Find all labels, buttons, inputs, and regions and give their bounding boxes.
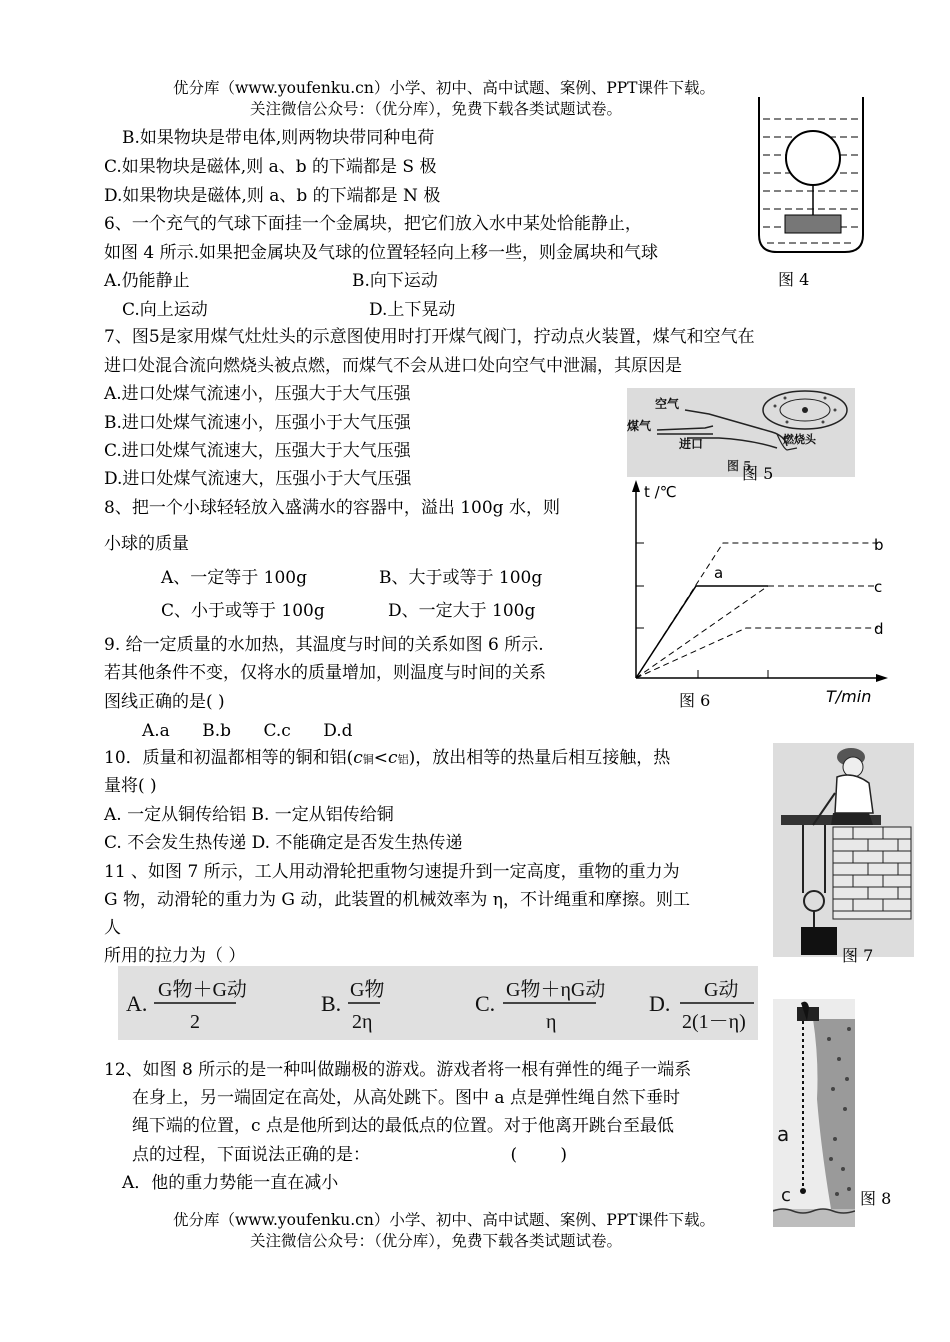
q9-stem-1: 9. 给一定质量的水加热，其温度与时间的关系如图 6 所示. xyxy=(104,635,544,655)
q10-options-cd: C. 不会发生热传递 D. 不能确定是否发生热传递 xyxy=(104,833,463,853)
figure-5-gas-stove xyxy=(627,388,855,477)
figure-6-line-b xyxy=(636,543,878,678)
q7-option-b: B.进口处煤气流速小，压强小于大气压强 xyxy=(104,413,411,433)
q10-c-copper: c xyxy=(353,748,363,768)
figure-8-bungee-jump xyxy=(773,999,855,1227)
figure-7-caption: 图 7 xyxy=(842,946,874,965)
figure-7-pulley-worker xyxy=(773,743,914,957)
q11-formula-options xyxy=(118,966,758,1040)
figure-6-y-label: t /℃ xyxy=(644,483,677,501)
q11-option-d-label: D. xyxy=(649,991,671,1016)
q8-option-a: A、一定等于 100g xyxy=(161,568,308,588)
q11-option-d-numerator: G动 xyxy=(704,979,739,1001)
figure-4-caption: 图 4 xyxy=(778,270,810,289)
q10-stem-1a: 10．质量和初温都相等的铜和铝( xyxy=(104,748,354,768)
q9-options: A.a B.b C.c D.d xyxy=(142,721,353,741)
q9-stem-2: 若其他条件不变，仅将水的质量增加，则温度与时间的关系 xyxy=(104,663,546,683)
q5-option-c: C.如果物块是磁体,则 a、b 的下端都是 S 极 xyxy=(104,157,437,177)
figure-6-caption: 图 6 xyxy=(679,691,711,710)
metal-block xyxy=(785,215,841,233)
q11-option-b-numerator: G物 xyxy=(350,979,385,1001)
q10-c-aluminum: c xyxy=(388,748,398,768)
q10-options-ab: A. 一定从铜传给铝 B. 一定从铝传给铜 xyxy=(104,805,394,825)
figure-5-inner-caption: 图 5 xyxy=(727,459,752,473)
q6-stem-2: 如图 4 所示.如果把金属块及气球的位置轻轻向上移一些，则金属块和气球 xyxy=(104,243,659,263)
figure-6-label-d: d xyxy=(874,620,884,638)
figure-6-label-c: c xyxy=(874,578,883,596)
figure-8-caption: 图 8 xyxy=(860,1189,892,1208)
q11-option-c-label: C. xyxy=(475,991,496,1016)
q10-sub-copper: 铜 xyxy=(362,753,374,766)
figure-6-x-label: T/min xyxy=(826,687,872,706)
q6-option-d: D.上下晃动 xyxy=(369,300,456,320)
q9-stem-3: 图线正确的是( ) xyxy=(104,692,225,712)
q10-stem-1b: )，放出相等的热量后相互接触，热 xyxy=(408,748,671,768)
q6-stem-1: 6、一个充气的气球下面挂一个金属块，把它们放入水中某处恰能静止， xyxy=(104,214,642,234)
q10-stem-2: 量将( ) xyxy=(104,776,157,796)
q8-option-b: B、大于或等于 100g xyxy=(379,568,543,588)
footer-line-1: 优分库（www.youfenku.cn）小学、初中、高中试题、案例、PPT课件下载。 xyxy=(173,1211,716,1229)
q12-stem-3: 绳下端的位置，c 点是他所到达的最低点的位置。对于他离开跳台至最低 xyxy=(132,1116,674,1136)
q8-stem-2: 小球的质量 xyxy=(104,534,189,554)
figure-6-label-b: b xyxy=(874,536,884,554)
figure-5-caption: 图 5 xyxy=(742,464,774,483)
figure-5-label-air: 空气 xyxy=(655,397,680,411)
header-line-2: 关注微信公众号：（优分库），免费下载各类试题试卷。 xyxy=(250,100,623,118)
q11-option-a-numerator: G物＋G动 xyxy=(158,979,247,1001)
q11-stem-2: G 物，动滑轮的重力为 G 动，此装置的机械效率为 η，不计绳重和摩擦。则工 xyxy=(104,890,690,910)
q7-option-d: D.进口处煤气流速大，压强小于大气压强 xyxy=(104,469,412,489)
q12-stem-1: 12、如图 8 所示的是一种叫做蹦极的游戏。游戏者将一根有弹性的绳子一端系 xyxy=(104,1060,692,1080)
q11-stem-4: 所用的拉力为（ ） xyxy=(104,946,246,966)
balloon xyxy=(786,131,840,185)
footer-line-2: 关注微信公众号：（优分库），免费下载各类试题试卷。 xyxy=(250,1232,623,1250)
q11-option-a-label: A. xyxy=(126,991,148,1016)
q5-option-b: B.如果物块是带电体,则两物块带同种电荷 xyxy=(122,128,435,148)
q6-option-c: C.向上运动 xyxy=(122,300,208,320)
figure-8-label-c: c xyxy=(781,1185,791,1206)
q11-stem-1: 11 、如图 7 所示，工人用动滑轮把重物匀速提升到一定高度，重物的重力为 xyxy=(104,862,680,882)
figure-5-label-gas: 煤气 xyxy=(627,419,652,433)
q10-stem-1 xyxy=(104,748,670,770)
q11-option-a-denominator: 2 xyxy=(190,1011,200,1033)
q7-stem-2: 进口处混合流向燃烧头被点燃，而煤气不会从进口处向空气中泄漏，其原因是 xyxy=(104,356,682,376)
q10-less-than: < xyxy=(373,748,389,768)
q5-option-d: D.如果物块是磁体,则 a、b 的下端都是 N 极 xyxy=(104,186,441,206)
figure-4-beaker xyxy=(755,97,867,257)
q11-option-b-label: B. xyxy=(321,991,342,1016)
q8-option-c: C、小于或等于 100g xyxy=(161,601,325,621)
figure-6-line-c xyxy=(636,586,768,678)
q11-option-b-denominator: 2η xyxy=(352,1011,373,1033)
q12-stem-4: 点的过程，下面说法正确的是： ( ) xyxy=(132,1145,567,1165)
q7-option-a: A.进口处煤气流速小，压强大于大气压强 xyxy=(104,384,411,404)
q12-option-a: A．他的重力势能一直在减小 xyxy=(122,1173,339,1193)
q6-option-b: B.向下运动 xyxy=(352,271,438,291)
q8-stem-1: 8、把一个小球轻轻放入盛满水的容器中，溢出 100g 水，则 xyxy=(104,498,560,518)
figure-5-label-inlet: 进口 xyxy=(679,437,704,451)
q12-stem-2: 在身上，另一端固定在高处，从高处跳下。图中 a 点是弹性绳自然下垂时 xyxy=(132,1088,680,1108)
header-line-1: 优分库（www.youfenku.cn）小学、初中、高中试题、案例、PPT课件下载。 xyxy=(173,79,716,97)
q11-option-c-numerator: G物＋ηG动 xyxy=(506,979,606,1001)
q11-option-d-denominator: 2(1－η) xyxy=(682,1011,746,1033)
q11-option-c-denominator: η xyxy=(546,1011,557,1033)
q7-option-c: C.进口处煤气流速大，压强大于大气压强 xyxy=(104,441,411,461)
figure-5-label-burner: 燃烧头 xyxy=(783,433,816,446)
q6-option-a: A.仍能静止 xyxy=(104,271,190,291)
q10-sub-aluminum: 铝 xyxy=(397,753,409,766)
figure-6-label-a: a xyxy=(714,564,724,582)
q7-stem-1: 7、图5是家用煤气灶灶头的示意图使用时打开煤气阀门，拧动点火装置，煤气和空气在 xyxy=(104,327,755,347)
q11-stem-3: 人 xyxy=(104,918,121,938)
figure-8-label-a: a xyxy=(777,1122,790,1146)
q8-option-d: D、一定大于 100g xyxy=(388,601,536,621)
figure-6-temperature-graph xyxy=(618,478,893,708)
